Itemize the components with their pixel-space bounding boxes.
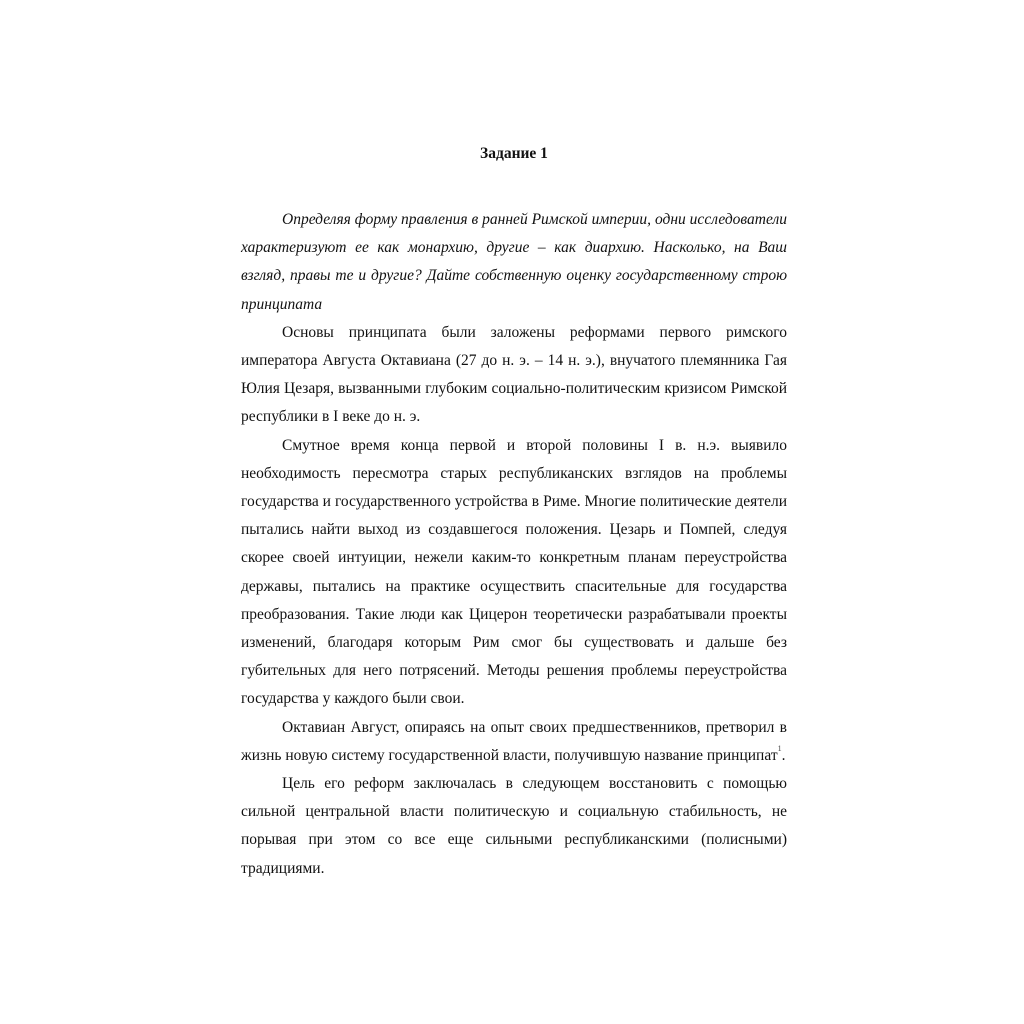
footnote-mark: 1 <box>777 743 782 753</box>
body-paragraph-4: Цель его реформ заключалась в следующем восстановить с помощью сильной центральной власти политическую и социальную стабильность, не порывая при этом со все еще сильными республиканскими (полисными) традициями. <box>241 775 787 877</box>
body-paragraph-3-end: . <box>781 746 786 764</box>
body-paragraph-3 <box>241 714 787 770</box>
body-paragraph-2: Смутное время конца первой и второй половины I в. н.э. выявило необходимость пересмотра старых республиканских взглядов на проблемы государства и государственного устройства в Риме. Многие политические деятели пытались найти выход из создавшегося положения. Цезарь и Помпей, следуя скорее своей интуиции, нежели каким-то конкретным планам переустройства державы, пытались на практике осуществить спасительные для государства преобразования. Такие люди как Цицерон теоретически разрабатывали проекты изменений, благодаря которым Рим смог бы существовать и дальше без губительных для него потрясений. Методы решения проблемы переустройства государства у каждого были свои. <box>241 436 787 708</box>
question-paragraph: Определяя форму правления в ранней Римской империи, одни исследователи характеризуют ее как монархию, другие – как диархию. Насколько, на Ваш взгляд, правы те и другие? Дайте собственную оценку государственному строю принципата <box>241 211 787 313</box>
body-paragraph-3-text: Октавиан Август, опираясь на опыт своих предшественников, претворил в жизнь новую систему государственной власти, получившую название принципат <box>241 718 787 764</box>
page-title: Задание 1 <box>480 145 548 162</box>
document-body <box>241 140 787 883</box>
body-paragraph-1: Основы принципата были заложены реформами первого римского императора Августа Октавиана (27 до н. э. – 14 н. э.), внучатого племянника Гая Юлия Цезаря, вызванными глубоким социально-политическим кризисом Римской республики в I веке до н. э. <box>241 323 787 426</box>
